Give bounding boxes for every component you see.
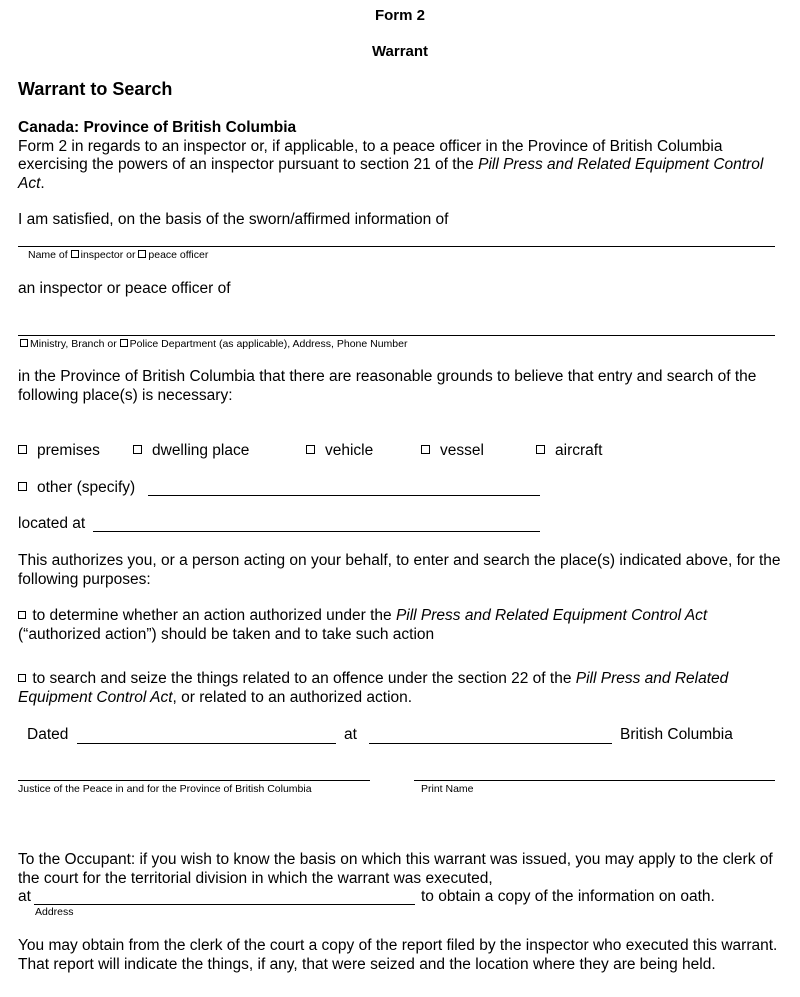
inspector-option-label: inspector or	[80, 249, 136, 261]
justice-label: Justice of the Peace in and for the Province of British Columbia	[18, 783, 312, 795]
purpose-determine-checkbox[interactable]	[18, 611, 26, 619]
located-label: located at	[18, 515, 86, 532]
police-option-label: Police Department (as applicable), Address, Phone Number	[129, 338, 408, 350]
print-name-field[interactable]	[414, 780, 775, 781]
satisfied-text: I am satisfied, on the basis of the sworn/affirmed information of	[18, 211, 449, 228]
place-dwelling[interactable]: dwelling place	[133, 442, 249, 461]
address-field[interactable]	[34, 904, 415, 905]
vessel-checkbox[interactable]	[421, 445, 430, 454]
dated-label: Dated	[27, 726, 69, 743]
jurisdiction: Canada: Province of British Columbia	[18, 119, 297, 136]
inspector-of-text: an inspector or peace officer of	[18, 280, 231, 297]
occupant-text: To the Occupant: if you wish to know the basis on which this warrant was issued, you may apply to the clerk of the court for the territorial division in which the warrant was executed,	[18, 851, 773, 887]
form-type: Warrant	[371, 43, 429, 60]
page-title: Warrant to Search	[18, 79, 173, 99]
name-field-label: Name of inspector or peace officer	[28, 249, 209, 261]
police-checkbox[interactable]	[120, 339, 128, 347]
peace-officer-checkbox[interactable]	[138, 250, 146, 258]
other-checkbox[interactable]	[18, 482, 27, 491]
obtain-text: to obtain a copy of the information on oath.	[421, 888, 715, 905]
place-other[interactable]: other (specify)	[18, 479, 135, 498]
purpose-seize: to search and seize the things related to an offence under the section 22 of the Pill Press and Related Equipment Control Act, or related to an authorized action.	[18, 670, 729, 706]
intro-text: Form 2 in regards to an inspector or, if applicable, to a peace officer in the Province of British Columbia exercising the powers of an inspector pursuant to section 21 of the	[18, 137, 723, 173]
ministry-checkbox[interactable]	[20, 339, 28, 347]
aircraft-checkbox[interactable]	[536, 445, 545, 454]
dwelling-checkbox[interactable]	[133, 445, 142, 454]
purpose-determine: to determine whether an action authorized under the Pill Press and Related Equipment Control Act (“authorized action”) should be taken and to take such action	[18, 607, 708, 643]
place-premises[interactable]: premises	[18, 442, 100, 461]
intro-paragraph	[18, 138, 783, 194]
peace-officer-option-label: peace officer	[148, 249, 209, 261]
dated-field[interactable]	[77, 743, 336, 744]
at-label: at	[344, 726, 357, 743]
grounds-text: in the Province of British Columbia that there are reasonable grounds to believe that entry and search of the following place(s) is necessary:	[18, 368, 757, 404]
print-name-label: Print Name	[421, 783, 474, 795]
address-label: Address	[35, 906, 74, 918]
purpose-seize-checkbox[interactable]	[18, 674, 26, 682]
report-text: You may obtain from the clerk of the court a copy of the report filed by the inspector who executed this warrant. That report will indicate the things, if any, that were seized and the location where they are being held.	[18, 937, 778, 973]
located-field[interactable]	[93, 531, 540, 532]
province-label: British Columbia	[620, 726, 733, 743]
other-specify-field[interactable]	[148, 495, 540, 496]
act-name: Pill Press and Related Equipment Control Act	[18, 156, 764, 192]
name-field[interactable]	[18, 246, 775, 247]
location-field[interactable]	[369, 743, 612, 744]
authorizes-text: This authorizes you, or a person acting on your behalf, to enter and search the place(s) indicated above, for the following purposes:	[18, 552, 781, 588]
ministry-field[interactable]	[18, 335, 775, 336]
occupant-at-label: at	[18, 888, 31, 905]
place-aircraft[interactable]: aircraft	[536, 442, 602, 461]
intro-end: .	[40, 174, 45, 192]
inspector-checkbox[interactable]	[71, 250, 79, 258]
justice-signature-field[interactable]	[18, 780, 370, 781]
place-vehicle[interactable]: vehicle	[306, 442, 373, 461]
place-vessel[interactable]: vessel	[421, 442, 484, 461]
ministry-option-label: Ministry, Branch or	[30, 338, 117, 350]
premises-checkbox[interactable]	[18, 445, 27, 454]
ministry-field-label	[20, 338, 407, 350]
intro-block	[18, 119, 783, 193]
form-number: Form 2	[374, 7, 425, 24]
vehicle-checkbox[interactable]	[306, 445, 315, 454]
